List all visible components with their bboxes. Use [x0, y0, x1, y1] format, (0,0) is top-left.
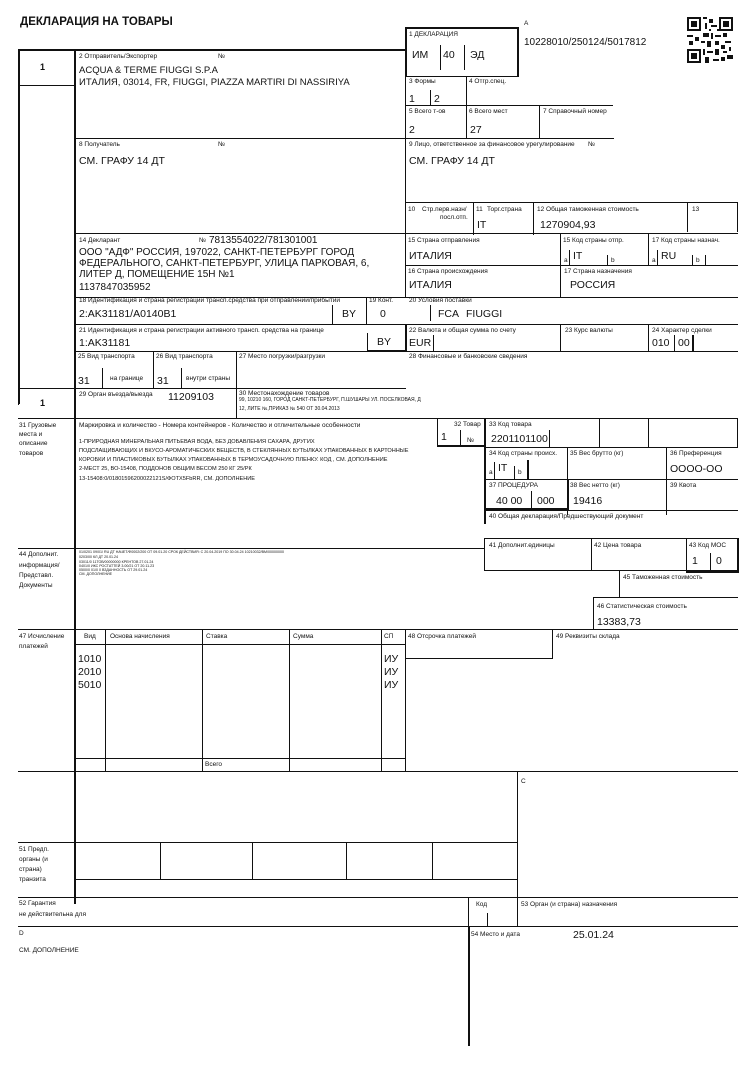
- g32-label: 32 Товар: [454, 421, 481, 428]
- g14-no: №: [199, 237, 206, 244]
- g44-label4: Документы: [19, 582, 53, 589]
- col-a-label: A: [524, 20, 529, 27]
- g31-label2: места и: [19, 431, 43, 438]
- g32-no: №: [467, 437, 474, 444]
- exporter-name: ACQUA & TERME FIUGGI S.P.A: [79, 65, 219, 76]
- g25-sub: на границе: [110, 375, 144, 382]
- declarant-ogrn: 1137847035952: [79, 282, 151, 293]
- g51-label1: 51 Предп.: [19, 846, 49, 853]
- financial-person: СМ. ГРАФУ 14 ДТ: [409, 155, 495, 167]
- g49-label: 49 Реквизиты склада: [556, 633, 620, 640]
- sheet-number-2: 1: [40, 398, 46, 408]
- g51-label3: страна): [19, 866, 42, 873]
- departure-transport: 2:AK31181/A0140B1: [79, 308, 177, 320]
- g17a-a: a: [652, 257, 656, 264]
- goods-desc-5: 13-15408:0/01801596200022121S/ФОТХ5FbRR, СМ. ДОПОЛНЕНИЕ: [79, 476, 256, 482]
- g31-label3: описание: [19, 440, 48, 447]
- total-customs-value: 1270904,93: [540, 219, 596, 231]
- trade-country: IT: [477, 219, 487, 231]
- g20-label: 20 Условия поставки: [409, 297, 472, 304]
- exporter-address: ИТАЛИЯ, 03014, FR, FIUGGI, PIAZZA MARTIRI DI NASSIRIYA: [79, 77, 350, 88]
- g27-label: 27 Место погрузки/разгрузки: [239, 353, 326, 360]
- hs-code: 2201101100: [491, 433, 548, 445]
- g39-label: 39 Квота: [670, 482, 697, 489]
- g41-label: 41 Дополнит.единицы: [489, 542, 555, 549]
- g15a-label: 15 Код страны отпр.: [563, 237, 624, 244]
- g52-label1: 52 Гарантия: [19, 900, 56, 907]
- g16-label: 16 Страна происхождения: [408, 268, 488, 275]
- g1-label: 1 ДЕКЛАРАЦИЯ: [409, 31, 458, 38]
- g3-form-1: 1: [409, 93, 415, 105]
- departure-transport-country: BY: [342, 308, 357, 320]
- payment-sp-1: ИУ: [384, 653, 399, 665]
- dispatch-country: ИТАЛИЯ: [409, 250, 452, 262]
- g35-label: 35 Вес брутто (кг): [570, 450, 624, 457]
- declarant-line2: ФЕДЕРАЛЬНОГО, САНКТ-ПЕТЕРБУРГ, УЛИЦА ПАРКОВАЯ, 6,: [79, 258, 370, 269]
- procedure-extra: 000: [537, 495, 555, 507]
- g9-no: №: [588, 141, 595, 148]
- g43-label: 43 Код МОС: [689, 542, 727, 549]
- payment-sp-3: ИУ: [384, 679, 399, 691]
- g40-label: 40 Общая декларация/Предшествующий документ: [489, 513, 644, 520]
- g54-label: 54 Место и дата: [471, 931, 520, 938]
- g11-sub: Торг.страна: [487, 206, 522, 213]
- goods-desc-3: КОРОБКИ И ПЛАСТИКОВЫХ БУТЫЛКАХ УПАКОВАННЫХ В ТЕРМОУСАДОЧНУЮ ПЛЕНКУ. КОД , СМ. ДОПОЛНЕНИЕ: [79, 457, 388, 463]
- declarant-line3: ЛИТЕР Д, ПОМЕЩЕНИЕ 15Н №1: [79, 269, 235, 280]
- procedure-code: 40 00: [496, 495, 523, 507]
- g22-label: 22 Валюта и общая сумма по счету: [409, 327, 516, 334]
- declaration-date: 25.01.24: [573, 929, 614, 941]
- goods-location-line2: 12, ЛИТЕ №,ПРИКАЗ № 540 ОТ 30.04.2013: [239, 406, 340, 412]
- g53-label: 53 Орган (и страна) назначения: [521, 901, 618, 908]
- registration-number: 10228010/250124/5017812: [524, 37, 647, 48]
- g29-label: 29 Орган въезда/выезда: [79, 391, 153, 398]
- customs-office: 11209103: [168, 391, 214, 403]
- g44-label2: информация/: [19, 562, 60, 569]
- net-weight: 19416: [573, 495, 603, 507]
- goods-desc-2: ПОДСЛАЩИВАЮЩИХ И ВКУСО-АРОМАТИЧЕСКИХ ВЕЩЕСТВ, В СТЕКЛЯННЫХ БУТЫЛКАХ УПАКОВАННЫХ В КАРТОННЫЕ: [79, 448, 409, 454]
- item-number: 1: [441, 431, 447, 443]
- g21-label: 21 Идентификация и страна регистрации активного трансп. средства на границе: [79, 327, 324, 334]
- g1-type: ИМ: [412, 49, 429, 61]
- docs-line5: 0500/0 01/0 0 ВЗДАННОСТЬ ОТ 29.01.24: [79, 568, 148, 572]
- g38-label: 38 Вес нетто (кг): [570, 482, 620, 489]
- g26-label: 26 Вид транспорта: [156, 353, 213, 360]
- g47-col-summa: Сумма: [293, 633, 314, 640]
- g47-col-sp: СП: [384, 633, 394, 640]
- g42-label: 42 Цена товара: [594, 542, 642, 549]
- g31-label1: 31 Грузовые: [19, 422, 57, 429]
- g47-label2: платежей: [19, 643, 48, 650]
- g33-label: 33 Код товара: [489, 421, 532, 428]
- g2-no: №: [218, 53, 225, 60]
- destination-country: РОССИЯ: [570, 279, 616, 291]
- g3-label: 3 Формы: [409, 78, 436, 85]
- g25-label: 25 Вид транспорта: [78, 353, 135, 360]
- g8-label: 8 Получатель: [79, 141, 120, 148]
- goods-location-line1: 99, 10210 160, ГОРОД САНКТ-ПЕТЕРБУРГ, П.ШУШАРЫ УЛ. ПОСЕЛКОВАЯ, Д: [239, 397, 421, 403]
- g17a-b: b: [696, 257, 700, 264]
- payment-type-2: 2010: [78, 666, 102, 678]
- g7-label: 7 Справочный номер: [543, 108, 607, 115]
- total-items: 2: [409, 124, 415, 136]
- docs-line6: СМ. ДОПОЛНЕНИЕ: [79, 572, 113, 576]
- qr-code-icon: [687, 17, 733, 63]
- g11-label: 11: [476, 206, 483, 213]
- g2-label: 2 Отправитель/Экспортер: [79, 53, 158, 60]
- g47-total: Всего: [205, 761, 223, 768]
- preference: ОООО-ОО: [670, 463, 723, 475]
- col-d-label: D: [19, 930, 24, 937]
- declarant-inn: 7813554022/781301001: [209, 235, 318, 246]
- g8-no: №: [218, 141, 225, 148]
- g34-b: b: [518, 469, 522, 476]
- g44-label3: Представл.: [19, 572, 54, 579]
- g1-form: ЭД: [470, 49, 485, 61]
- mos-code-2: 0: [716, 555, 722, 567]
- g6-label: 6 Всего мест: [469, 108, 508, 115]
- statistical-value: 13383,73: [597, 616, 641, 628]
- g18-label: 18 Идентификация и страна регистрации трансп.средства при отправлении/прибытии: [79, 297, 341, 304]
- g14-label: 14 Декларант: [79, 237, 121, 244]
- g15a-b: b: [611, 257, 615, 264]
- g52-label2: не действительна для: [19, 911, 86, 918]
- g51-label2: органы (и: [19, 856, 48, 863]
- transaction-subcode: 00: [678, 337, 690, 349]
- g10-label: 10: [408, 206, 416, 213]
- g19-label: 19 Конт.: [369, 297, 394, 304]
- g28-label: 28 Финансовые и банковские сведения: [409, 353, 528, 360]
- col-c-label: C: [521, 778, 526, 785]
- delivery-terms-code: FCA: [438, 308, 459, 320]
- origin-country-code: IT: [498, 462, 508, 474]
- payment-type-3: 5010: [78, 679, 102, 691]
- g48-label: 48 Отсрочка платежей: [408, 633, 476, 640]
- g36-label: 36 Преференция: [670, 450, 722, 457]
- g12-label: 12 Общая таможенная стоимость: [537, 206, 639, 213]
- g5-label: 5 Всего т-ов: [409, 108, 446, 115]
- g13-label: 13: [692, 206, 700, 213]
- g31-label4: товаров: [19, 450, 44, 457]
- g4-label: 4 Отгр.спец.: [469, 78, 507, 85]
- g1-procedure: 40: [443, 49, 455, 61]
- payment-type-1: 1010: [78, 653, 102, 665]
- page-title: ДЕКЛАРАЦИЯ НА ТОВАРЫ: [20, 16, 173, 28]
- g44-label1: 44 Дополнит.: [19, 551, 59, 558]
- g52-kod: Код: [476, 901, 488, 908]
- g17-label: 17 Страна назначения: [564, 268, 632, 275]
- docs-line3: 03011/0 11ТОВ/00000000 КРЕНТОВ 27.01.24: [79, 560, 154, 564]
- g15a-a: a: [564, 257, 568, 264]
- g34-label: 34 Код страны происх.: [489, 450, 558, 457]
- g10-sub2: посл.отп.: [440, 214, 468, 221]
- g15-label: 15 Страна отправления: [408, 237, 480, 244]
- g3-form-2: 2: [434, 93, 440, 105]
- g45-label: 45 Таможенная стоимость: [623, 574, 703, 581]
- docs-line1: 01/0201 09/01/ RU ДТ НАЧЕТ/Ф0002/200 ОТ 09.01.20 СРОК ДЕЙСТВИЯ: С 20.04.2019 ПО 30.04.24 10210032/ВМ/00000000: [79, 550, 284, 554]
- g10-sub1: Стр.перв.назн/: [422, 206, 467, 213]
- destination-country-code: RU: [661, 250, 677, 262]
- g31-header: Маркировка и количество - Номера контейнеров - Количество и отличительные особенности: [79, 422, 361, 429]
- g34-a: a: [489, 469, 493, 476]
- g24-label: 24 Характер сделки: [652, 327, 712, 334]
- transaction-nature: 010: [652, 337, 670, 349]
- g47-col-stavka: Ставка: [206, 633, 228, 640]
- border-transport-mode: 31: [78, 375, 90, 387]
- g23-label: 23 Курс валюты: [565, 327, 613, 334]
- g30-label: 30 Местонахождение товаров: [239, 390, 330, 397]
- g17a-label: 17 Код страны назнач.: [652, 237, 720, 244]
- col-d-value: СМ. ДОПОЛНЕНИЕ: [19, 947, 79, 954]
- g47-col-vid: Вид: [84, 633, 96, 640]
- total-places: 27: [470, 124, 482, 136]
- mos-code-1: 1: [692, 555, 698, 567]
- g47-label1: 47 Исчисление: [19, 633, 65, 640]
- docs-line2: 0203/00 КЛ ДТ 20.01.24: [79, 555, 119, 559]
- border-transport-country: BY: [377, 336, 392, 348]
- invoice-currency: EUR: [409, 337, 432, 349]
- dispatch-country-code: IT: [573, 250, 583, 262]
- sheet-number: 1: [40, 62, 46, 72]
- declarant-line1: ООО "АДФ" РОССИЯ, 197022, САНКТ-ПЕТЕРБУРГ ГОРОД: [79, 247, 355, 258]
- g46-label: 46 Статистическая стоимость: [597, 603, 687, 610]
- goods-desc-1: 1-ПРИРОДНАЯ МИНЕРАЛЬНАЯ ПИТЬЕВАЯ ВОДА, БЕЗ ДОБАВЛЕНИЯ САХАРА, ДРУГИХ: [79, 439, 315, 445]
- border-transport: 1:AK31181: [79, 337, 131, 349]
- g47-col-osnova: Основа начисления: [110, 633, 170, 640]
- consignee: СМ. ГРАФУ 14 ДТ: [79, 155, 165, 167]
- g37-label: 37 ПРОЦЕДУРА: [489, 482, 538, 489]
- g26-sub: внутри страны: [186, 375, 231, 382]
- goods-desc-4: 2-МЕСТ 25, ВО-15408, ПОДДОНОВ ОБЩИМ ВЕСОМ 250 КГ 25/РК: [79, 466, 252, 472]
- container-flag: 0: [380, 308, 386, 320]
- g51-label4: транзита: [19, 876, 46, 883]
- delivery-terms-place: FIUGGI: [466, 308, 503, 320]
- inland-transport-mode: 31: [157, 375, 169, 387]
- payment-sp-2: ИУ: [384, 666, 399, 678]
- docs-line4: 0401/0 ИКС РОСТАТТЕЙ 3.00/21 ОТ 20.11.23: [79, 564, 155, 568]
- g9-label: 9 Лицо, ответственное за финансовое урегулирование: [409, 141, 575, 148]
- origin-country: ИТАЛИЯ: [409, 279, 452, 291]
